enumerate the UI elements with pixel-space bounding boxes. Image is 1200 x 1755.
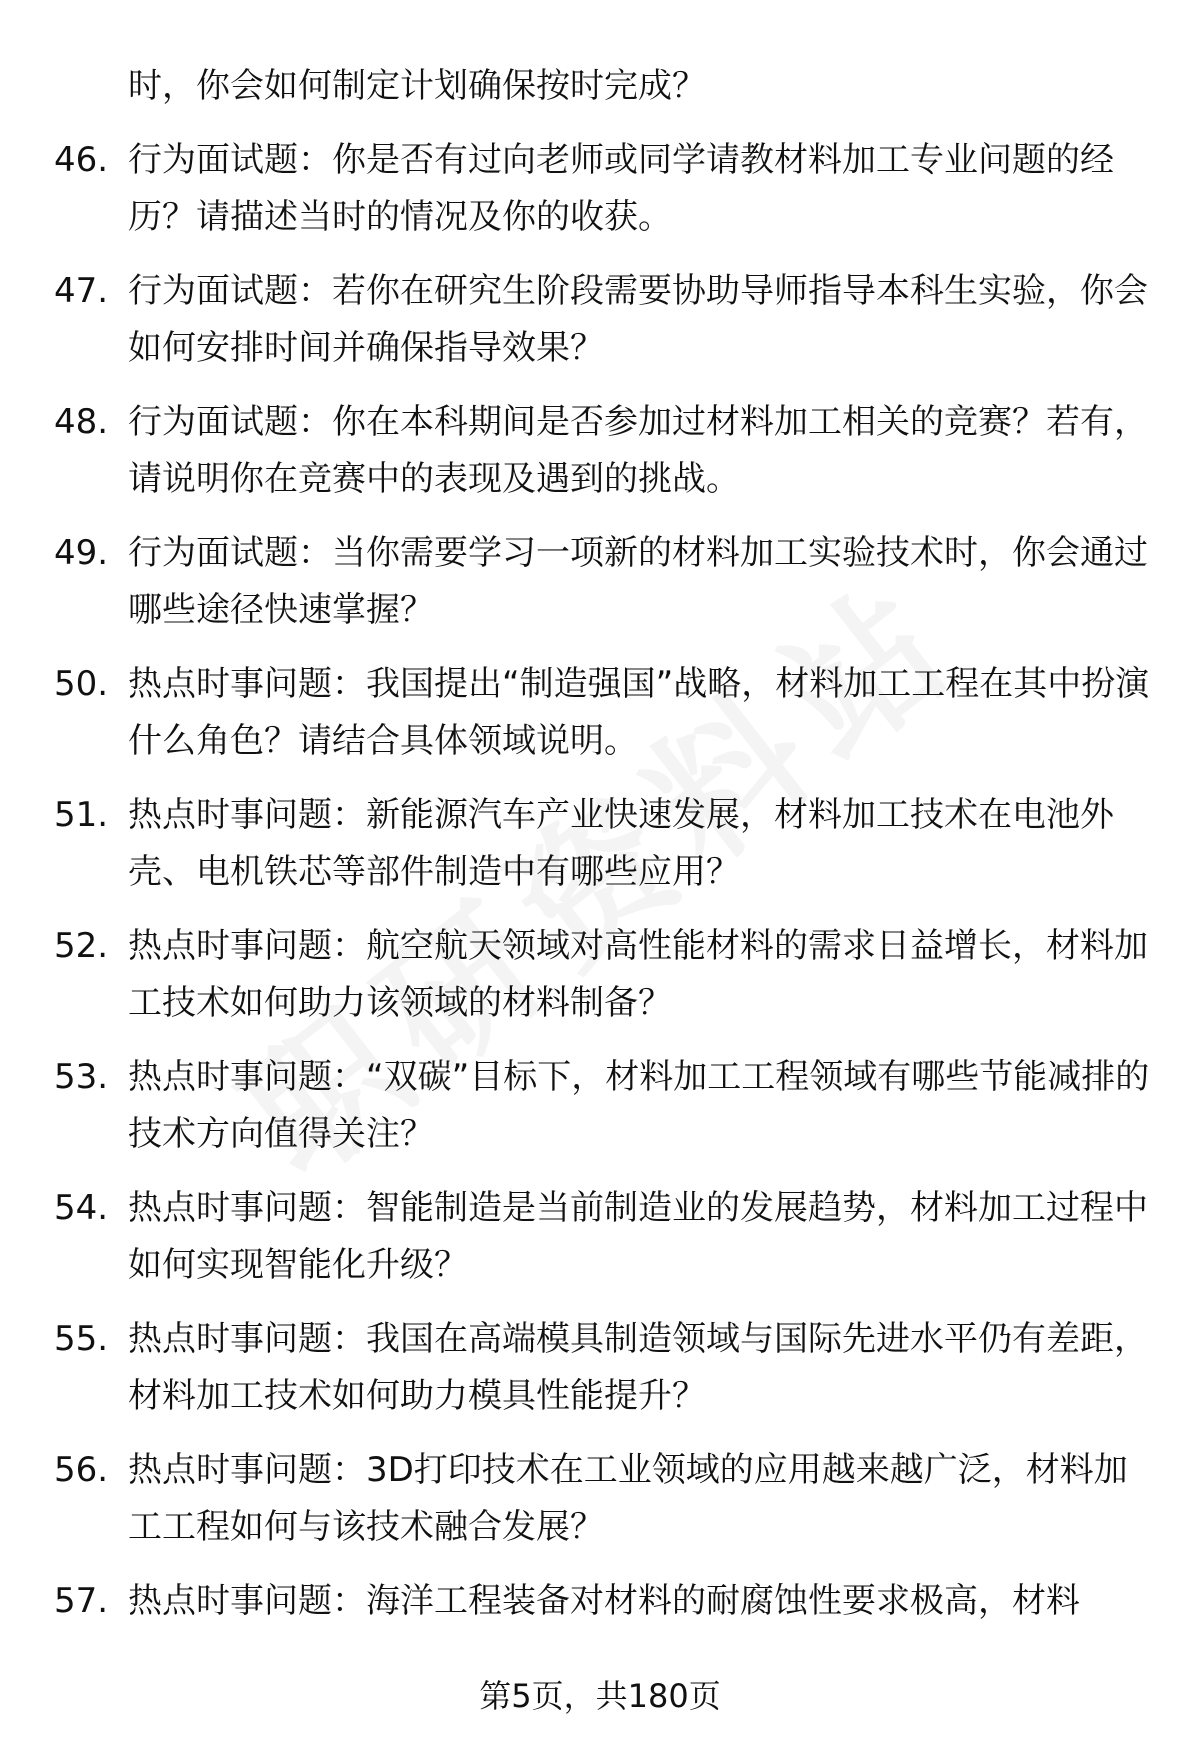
question-item-55 bbox=[54, 1311, 1154, 1425]
question-item-57 bbox=[54, 1573, 1154, 1630]
question-number: 48. bbox=[54, 402, 109, 442]
question-number: 51. bbox=[54, 795, 109, 835]
question-number: 47. bbox=[54, 271, 109, 311]
question-number: 50. bbox=[54, 664, 109, 704]
question-text: 热点时事问题：“双碳”目标下，材料加工工程领域有哪些节能减排的技术方向值得关注？ bbox=[128, 1057, 1150, 1154]
question-number: 56. bbox=[54, 1450, 109, 1490]
question-number: 52. bbox=[54, 926, 109, 966]
question-text: 热点时事问题：我国在高端模具制造领域与国际先进水平仍有差距，材料加工技术如何助力模具性能提升？ bbox=[128, 1319, 1148, 1416]
question-item-52 bbox=[54, 918, 1154, 1032]
question-item-48 bbox=[54, 394, 1154, 508]
question-list bbox=[54, 132, 1154, 1630]
question-number: 53. bbox=[54, 1057, 109, 1097]
question-item-53 bbox=[54, 1049, 1154, 1163]
question-text: 热点时事问题：智能制造是当前制造业的发展趋势，材料加工过程中如何实现智能化升级？ bbox=[128, 1188, 1148, 1285]
document-content bbox=[54, 58, 1154, 1630]
question-number: 55. bbox=[54, 1319, 109, 1359]
question-text: 行为面试题：若你在研究生阶段需要协助导师指导本科生实验，你会如何安排时间并确保指导效果？ bbox=[128, 271, 1148, 368]
question-text: 热点时事问题：3D打印技术在工业领域的应用越来越广泛，材料加工工程如何与该技术融合发展？ bbox=[128, 1450, 1128, 1547]
page-number-footer: 第5页，共180页 bbox=[479, 1677, 721, 1715]
question-number: 57. bbox=[54, 1581, 109, 1621]
question-text: 热点时事问题：航空航天领域对高性能材料的需求日益增长，材料加工技术如何助力该领域的材料制备？ bbox=[128, 926, 1148, 1023]
question-item-46 bbox=[54, 132, 1154, 246]
question-item-49 bbox=[54, 525, 1154, 639]
continuation-text: 时，你会如何制定计划确保按时完成？ bbox=[128, 66, 706, 106]
question-text: 热点时事问题：海洋工程装备对材料的耐腐蚀性要求极高，材料 bbox=[128, 1581, 1080, 1621]
question-item-54 bbox=[54, 1180, 1154, 1294]
question-item-50 bbox=[54, 656, 1154, 770]
question-text: 热点时事问题：我国提出“制造强国”战略，材料加工工程在其中扮演什么角色？请结合具体领域说明。 bbox=[128, 664, 1150, 761]
question-text: 行为面试题：你在本科期间是否参加过材料加工相关的竞赛？若有，请说明你在竞赛中的表现及遇到的挑战。 bbox=[128, 402, 1148, 499]
question-text: 行为面试题：当你需要学习一项新的材料加工实验技术时，你会通过哪些途径快速掌握？ bbox=[128, 533, 1148, 630]
question-number: 49. bbox=[54, 533, 109, 573]
question-number: 54. bbox=[54, 1188, 109, 1228]
question-number: 46. bbox=[54, 140, 109, 180]
question-item-56 bbox=[54, 1442, 1154, 1556]
question-item-47 bbox=[54, 263, 1154, 377]
question-item-51 bbox=[54, 787, 1154, 901]
question-text: 行为面试题：你是否有过向老师或同学请教材料加工专业问题的经历？请描述当时的情况及你的收获。 bbox=[128, 140, 1114, 237]
question-text: 热点时事问题：新能源汽车产业快速发展，材料加工技术在电池外壳、电机铁芯等部件制造中有哪些应用？ bbox=[128, 795, 1114, 892]
